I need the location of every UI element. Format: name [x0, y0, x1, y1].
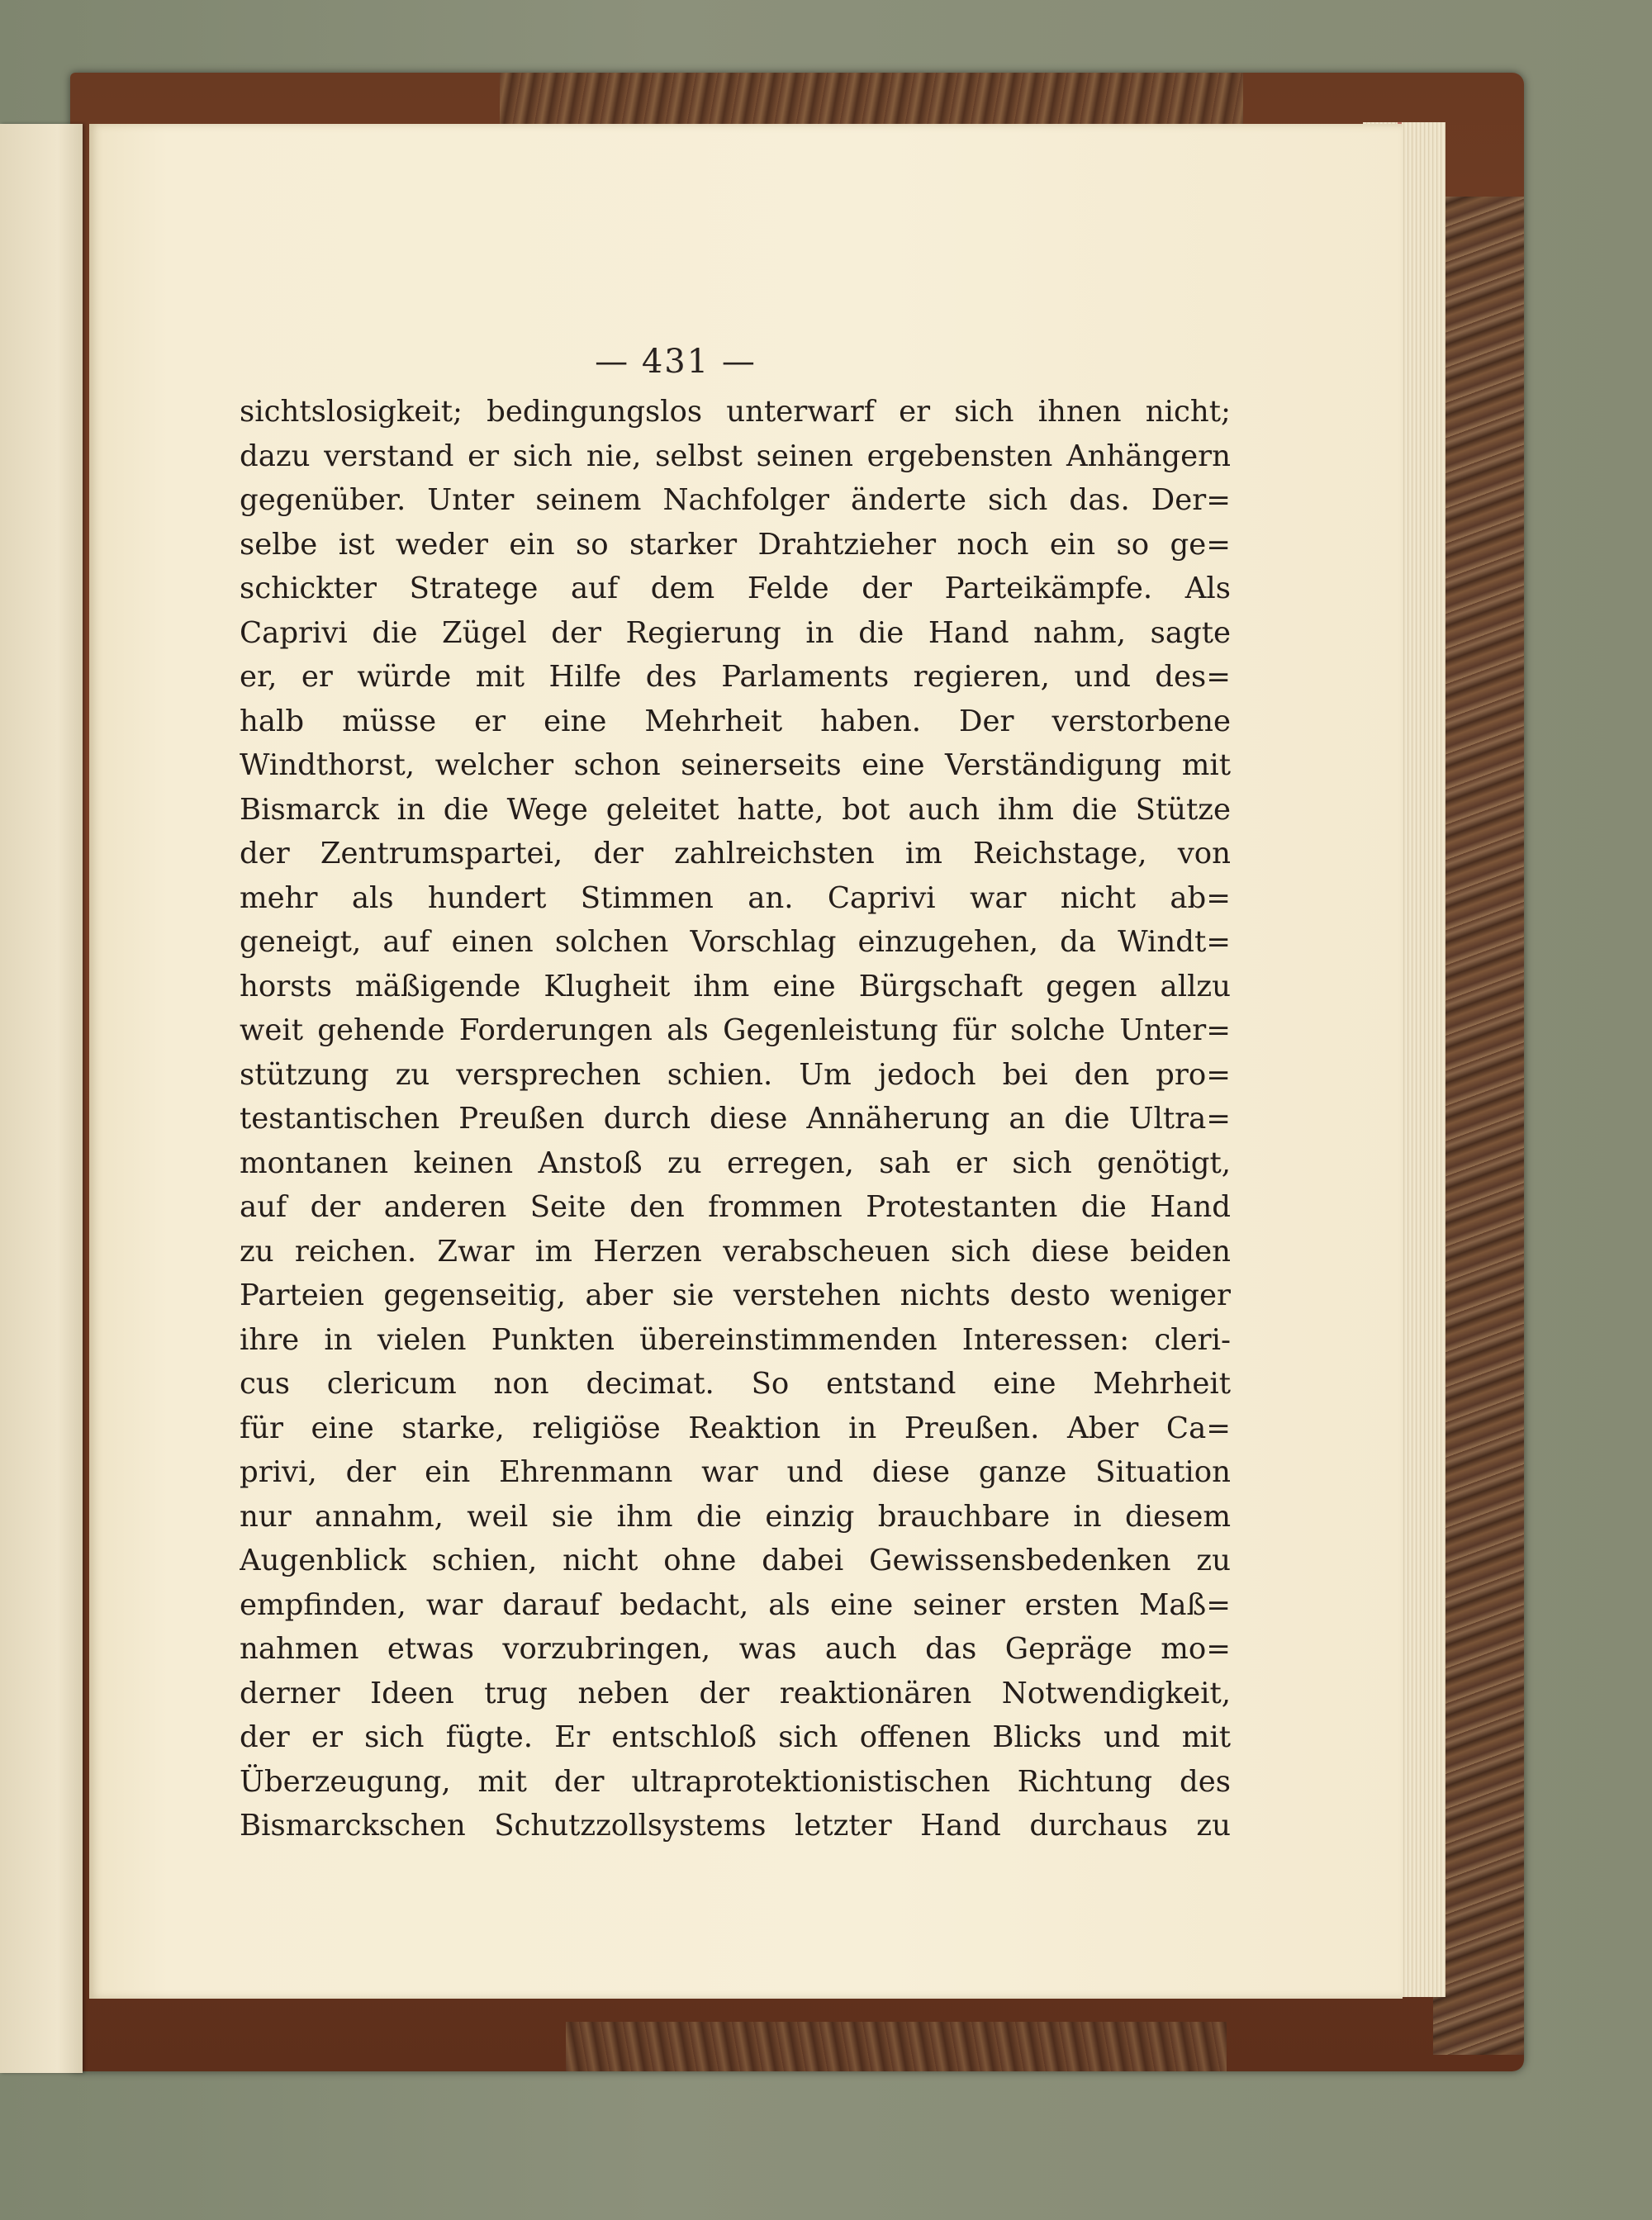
text-line: geneigt, auf einen solchen Vorschlag einzugehen, da Windt= [240, 925, 1231, 959]
text-line: cus clericum non decimat. So entstand eine Mehrheit [240, 1367, 1231, 1401]
text-line: horsts mäßigende Klugheit ihm eine Bürgschaft gegen allzu [240, 969, 1231, 1003]
body-text [240, 390, 1231, 1848]
text-line: halb müsse er eine Mehrheit haben. Der verstorbene [240, 704, 1231, 738]
text-line: selbe ist weder ein so starker Drahtzieher noch ein so ge= [240, 527, 1231, 562]
book-page [89, 124, 1403, 1999]
text-line: für eine starke, religiöse Reaktion in Preußen. Aber Ca= [240, 1411, 1231, 1445]
text-line: zu reichen. Zwar im Herzen verabscheuen sich diese beiden [240, 1234, 1231, 1269]
text-line: Augenblick schien, nicht ohne dabei Gewissensbedenken zu [240, 1544, 1231, 1577]
text-line: montanen keinen Anstoß zu erregen, sah er sich genötigt, [240, 1146, 1231, 1180]
text-line: mehr als hundert Stimmen an. Caprivi war nicht ab= [240, 880, 1231, 915]
page-number: — 431 — [595, 343, 757, 381]
text-line: auf der anderen Seite den frommen Protestanten die Hand [240, 1190, 1231, 1224]
text-line: Parteien gegenseitig, aber sie verstehen nichts desto weniger [240, 1278, 1231, 1312]
text-line: er, er würde mit Hilfe des Parlaments regieren, und des= [240, 660, 1231, 694]
text-line: schickter Stratege auf dem Felde der Parteikämpfe. Als [240, 572, 1231, 605]
text-line: der er sich fügte. Er entschloß sich offenen Blicks und mit [240, 1720, 1231, 1754]
text-line: weit gehende Forderungen als Gegenleistung für solche Unter= [240, 1013, 1231, 1047]
text-line: empfinden, war darauf bedacht, als eine seiner ersten Maß= [240, 1587, 1231, 1622]
left-page-edge [0, 124, 83, 2073]
text-line: testantischen Preußen durch diese Annäherung an die Ultra= [240, 1102, 1231, 1136]
text-line: Windthorst, welcher schon seinerseits eine Verständigung mit [240, 748, 1231, 782]
text-line: derner Ideen trug neben der reaktionären Notwendigkeit, [240, 1676, 1231, 1710]
text-line: nur annahm, weil sie ihm die einzig brauchbare in diesem [240, 1499, 1231, 1534]
cover-marbling-right [1433, 197, 1524, 2055]
text-line: stützung zu versprechen schien. Um jedoch bei den pro= [240, 1057, 1231, 1092]
text-line: dazu verstand er sich nie, selbst seinen ergebensten Anhängern [240, 439, 1231, 473]
cover-marbling-top [500, 73, 1243, 130]
text-line: Bismarckschen Schutzzollsystems letzter Hand durchaus zu [240, 1809, 1231, 1843]
text-line: gegenüber. Unter seinem Nachfolger änderte sich das. Der= [240, 483, 1231, 517]
cover-marbling-bottom [566, 2022, 1227, 2071]
text-line: privi, der ein Ehrenmann war und diese ganze Situation [240, 1455, 1231, 1489]
text-line: Überzeugung, mit der ultraprotektionistischen Richtung des [240, 1764, 1231, 1799]
text-line: Bismarck in die Wege geleitet hatte, bot auch ihm die Stütze [240, 792, 1231, 827]
text-line: nahmen etwas vorzubringen, was auch das Gepräge mo= [240, 1632, 1231, 1666]
text-line: sichtslosigkeit; bedingungslos unterwarf er sich ihnen nicht; [240, 395, 1231, 429]
text-line: der Zentrumspartei, der zahlreichsten im Reichstage, von [240, 837, 1231, 870]
text-line: ihre in vielen Punkten übereinstimmenden Interessen: cleri- [240, 1322, 1231, 1357]
text-line: Caprivi die Zügel der Regierung in die Hand nahm, sagte [240, 615, 1231, 650]
